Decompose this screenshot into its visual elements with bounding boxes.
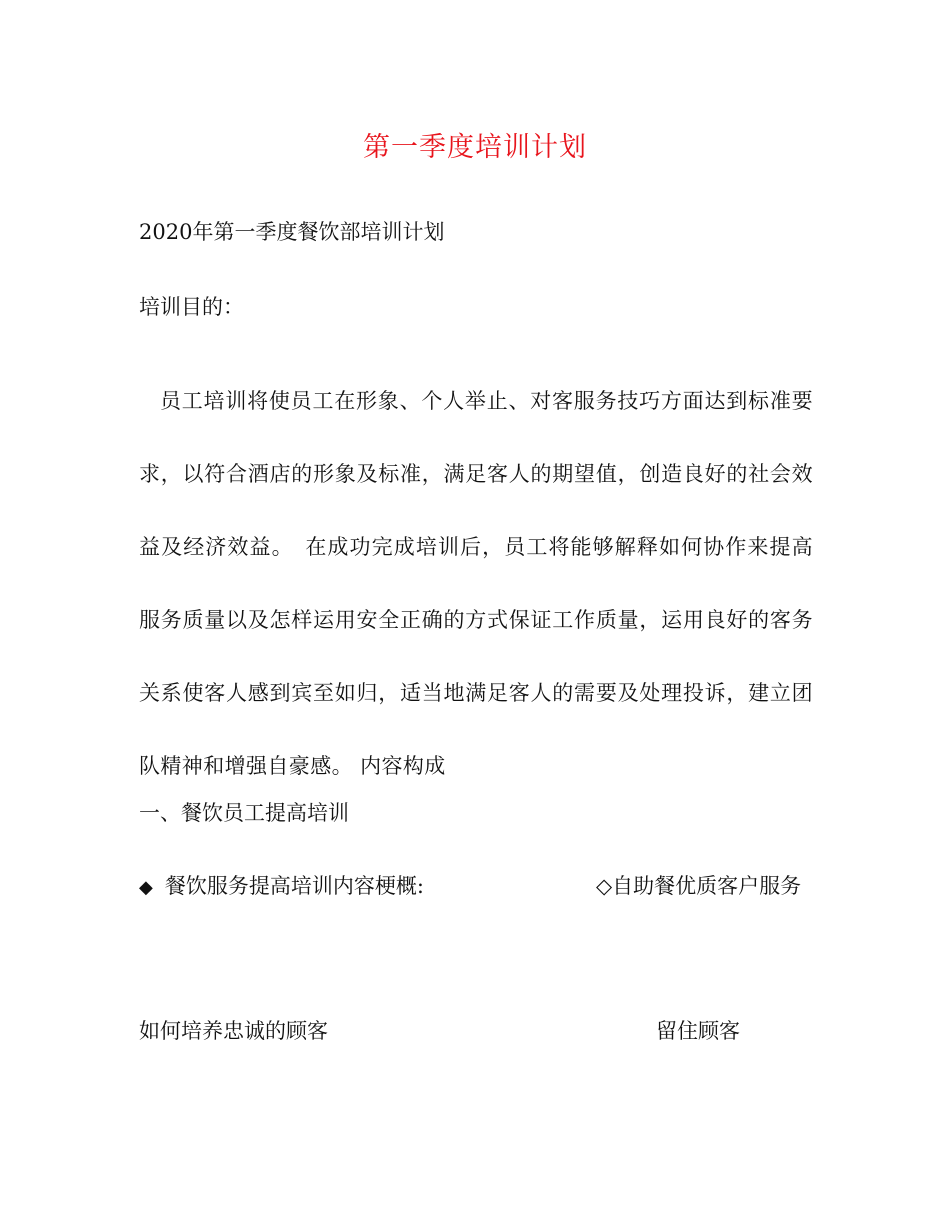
- purpose-paragraph: 员工培训将使员工在形象、个人举止、对客服务技巧方面达到标准要求，以符合酒店的形象及标准，满足客人的期望值，创造良好的社会效益及经济效益。 在成功完成培训后，员工将能够解释如何协作来提高服务质量以及怎样运用安全正确的方式保证工作质量，运用良好的客务关系使客人感到宾至如归，适当地满足客人的需要及处理投诉，建立团队精神和增强自豪感。 内容构成: [139, 389, 813, 778]
- page-title: 第一季度培训计划: [363, 132, 587, 163]
- section-heading-one: 一、餐饮员工提高培训: [139, 801, 349, 825]
- bullet-item-left: [139, 871, 424, 903]
- purpose-heading: 培训目的：: [139, 295, 244, 319]
- bullet-item-left-text: 餐饮服务提高培训内容梗概:: [164, 874, 424, 898]
- document-subtitle: 2020年第一季度餐饮部培训计划: [139, 220, 445, 244]
- list-item-left: 如何培养忠诚的顾客: [139, 1019, 328, 1043]
- bullet-item-right: ◇自助餐优质客户服务: [596, 874, 802, 898]
- filled-diamond-icon: ◆: [139, 877, 153, 898]
- list-item-right: 留住顾客: [656, 1019, 740, 1043]
